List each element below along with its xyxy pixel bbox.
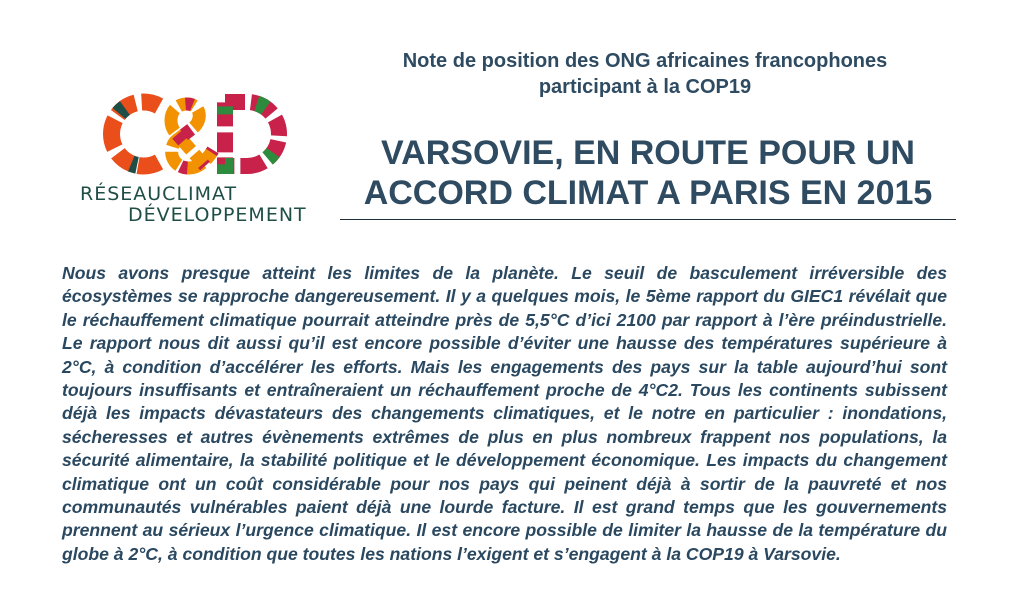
subtitle-line-1: Note de position des ONG africaines francophones <box>402 50 888 72</box>
logo-text-line2: DÉVELOPPEMENT <box>128 204 307 226</box>
title-line-2: ACCORD CLIMAT A PARIS EN 2015 <box>363 174 933 212</box>
rac-logo <box>80 88 310 228</box>
cd-logo-icon <box>97 88 297 180</box>
title-line-1: VARSOVIE, EN ROUTE POUR UN <box>381 134 915 172</box>
body-paragraph: Nous avons presque atteint les limites de la planète. Le seuil de basculement irréversible des écosystèmes se rapproche dangereusement. Il y a quelques mois, le 5ème rapport du GIEC1 révélait que le réchauffement climatique pourrait atteindre près de 5,5°C d’ici 2100 par rapport à l’ère préindustrielle. Le rapport nous dit aussi qu’il est encore possible d’éviter une hausse des températures supérieure à 2°C, à condition d’accélérer les efforts. Mais les engagements des pays sur la table aujourd’hui sont toujours insuffisants et entraîneraient un réchauffement proche de 4°C2. Tous les continents subissent déjà les impacts dévastateurs des changements climatiques, et le notre en particulier : inondations, sécheresses et autres évènements extrêmes de plus en plus nombreux frappent nos populations, la sécurité alimentaire, la stabilité politique et le développement économique. Les impacts du changement climatique ont un coût considérable pour nos pays qui peinent déjà à sortir de la pauvreté et nos communautés vulnérables paient déjà une lourde facture. Il est grand temps que les gouvernements prennent au sérieux l’urgence climatique. Il est encore possible de limiter la hausse de la température du globe à 2°C, à condition que toutes les nations l’exigent et s’engagent à la COP19 à Varsovie. <box>62 263 947 564</box>
logo-text-line1: RÉSEAUCLIMAT <box>80 183 238 205</box>
subtitle-line-2: participant à la COP19 <box>538 76 752 98</box>
document-subtitle <box>330 48 960 100</box>
document-title <box>340 133 956 220</box>
